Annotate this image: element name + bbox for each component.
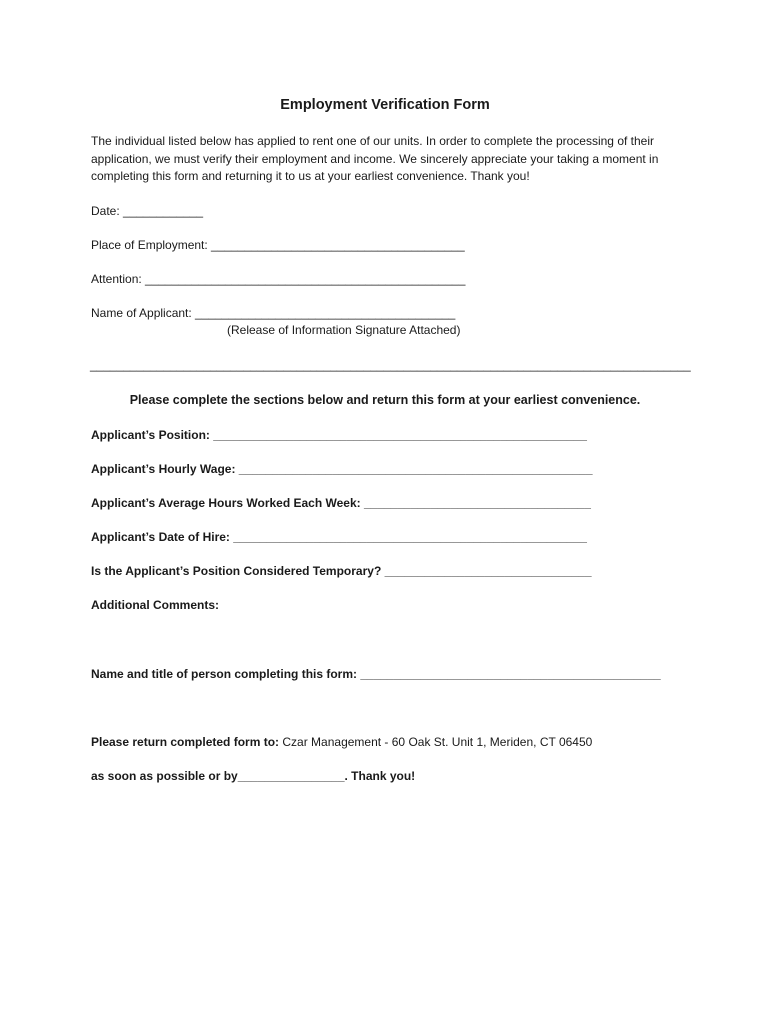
attention-field[interactable]: Attention: ________________________________________________ [91, 272, 466, 286]
intro-paragraph: The individual listed below has applied to rent one of our units. In order to complete the processing of their application, we must verify their employment and income. We sincerely appreciate your taking a moment in completing this form and returning it to us at your earliest convenience. Thank you! [91, 134, 659, 183]
page-title: Employment Verification Form [280, 97, 490, 113]
hourly-wage-field[interactable]: Applicant’s Hourly Wage: _____________________________________________________ [91, 462, 593, 476]
return-label: Please return completed form to: [91, 735, 280, 749]
release-note: (Release of Information Signature Attached) [227, 323, 461, 337]
completer-name-title-field[interactable]: Name and title of person completing this form: _____________________________________________ [91, 667, 661, 681]
instructions-heading: Please complete the sections below and return this form at your earliest convenience. [129, 393, 641, 407]
section-divider: __________________________________________________________________________________________ [90, 358, 691, 372]
date-of-hire-field[interactable]: Applicant’s Date of Hire: _____________________________________________________ [91, 530, 587, 544]
return-instructions [91, 734, 592, 751]
temporary-position-field[interactable]: Is the Applicant’s Position Considered Temporary? _______________________________ [91, 564, 592, 578]
average-hours-field[interactable]: Applicant’s Average Hours Worked Each Week: __________________________________ [91, 496, 591, 510]
date-field[interactable]: Date: ____________ [91, 204, 204, 218]
additional-comments-label: Additional Comments: [91, 598, 219, 612]
deadline-field[interactable]: as soon as possible or by________________. Thank you! [91, 769, 416, 783]
place-of-employment-field[interactable]: Place of Employment: ______________________________________ [91, 238, 465, 252]
applicant-name-field[interactable]: Name of Applicant: _______________________________________ [91, 306, 456, 320]
applicant-position-field[interactable]: Applicant’s Position: ________________________________________________________ [91, 428, 587, 442]
return-address: Czar Management - 60 Oak St. Unit 1, Meriden, CT 06450 [279, 735, 593, 749]
